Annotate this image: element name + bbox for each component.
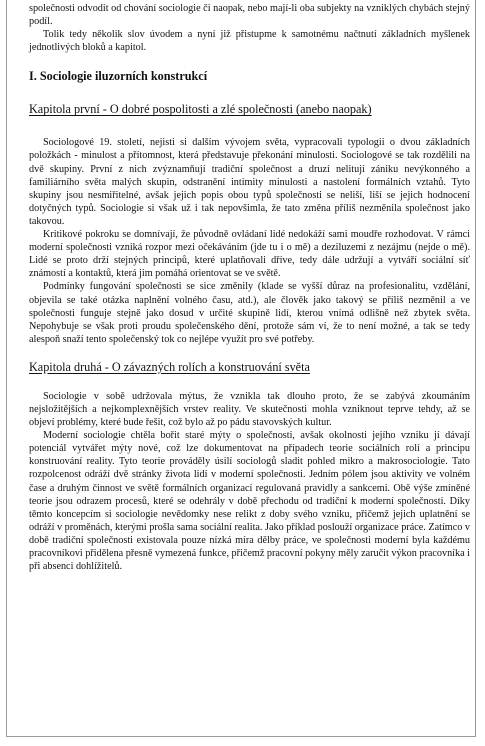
chapter-2-heading: Kapitola druhá - O závazných rolích a konstruování světa bbox=[29, 359, 310, 374]
chapter-1-paragraph-3: Podmínky fungování společnosti se sice změnily (klade se vyšší důraz na profesionalitu, vzdělání, objevila se také otázka naplnění volného času, atd.), ale člověk jako takový se příliš nezměnil a ve společnosti funguje stejně jako dosud v určité skupině lidí, kterou vnímá odlišně než zbytek světa. Nepohybuje se však proti proudu společenského dění, protože sám ví, že to není možné, a tak se tedy alespoň snaží tento společenský tok co nejlépe využít pro své potřeby. bbox=[29, 281, 470, 345]
chapter-1-heading: Kapitola první - O dobré pospolitosti a zlé společnosti (anebo naopak) bbox=[29, 102, 372, 117]
chapter-2-paragraph-2: Moderní sociologie chtěla bořit staré mýty o společnosti, avšak okolnosti jejího vzniku jí dávají potenciál vytvářet mýty nové, což lze dokumentovat na případech teorie sociálních rolí a principu konstruování reality. Tyto teorie prováděly úsilí sociologů sladit pohled mikro a makrosociologie. Tato rozpolcenost odráží dvě stránky života lidí v moderní společnosti. Jedním pólem jsou aktivity ve volném čase a druhým činnost ve světě formálních organizací regulovaná pravidly a sankcemi. Obě výše zmíněné teorie jsou odrazem procesů, které se odehrály v době přechodu od tradiční k moderní společnosti. Díky těmto koncepcím si sociologie nevědomky nese relikt z doby svého vzniku, přičemž jejich uplatnění se odráží v proměnách, kterými prošla sama sociální realita. Jako příklad poslouží organizace práce. Zatímco v době tradiční společnosti existovala pouze nízká míra dělby práce, ve společnosti moderní byla každému pracovníkovi přidělena přesně vymezená funkce, přičemž pracovní pokyny měly zaručit výkon pracovníka i při absenci dohlížitelů. bbox=[29, 430, 471, 573]
chapter-1-paragraph-2: Kritikové pokroku se domnívají, že původně ovládaní lidé nedokáží sami moudře rozhodovat. V rámci moderní společnosti vzniká rozpor mezi očekáváním (jde tu i o mě) a deziluzemi z nezájmu (nejde o mě). Lidé se proto drží stejných principů, které uplatňovali dříve, tedy dále udržují a vytváří sociální síť známostí a kontaktů, která jim pomáhá orientovat se ve světě. bbox=[29, 229, 470, 280]
intro-paragraph: Tolik tedy několik slov úvodem a nyní již přistupme k samotnému načtnutí základních myšlenek jednotlivých bloků a kapitol. bbox=[29, 29, 470, 54]
intro-paragraph-tail: společnosti odvodit od chování sociologie či naopak, nebo mají-li oba subjekty na vzniklých chybách stejný podíl. bbox=[29, 3, 470, 28]
chapter-1-paragraph-1: Sociologové 19. století, nejisti si dalším vývojem světa, vypracovali typologii o dvou základních položkách - minulost a přítomnost, která představuje překonání minulosti. Sociologové se tak rozdělili na dvě skupiny. První z nich zvýznamňují tradiční společnost a druzí nelitují zániku nevýkonného a familiárního světa malých skupin, odstranění intimity minulosti a nastolení formálních vztahů. Tyto skupiny jsou nesmiřitelné, avšak jejich popis obou typů společnosti se neliší, liší se jejich hodnocení dotyčných typů. Sociologie si však už i tak nepovšimla, že tato změna příliš nezměnila společnost jako takovou. bbox=[29, 137, 470, 227]
chapter-2-paragraph-1: Sociologie v sobě udržovala mýtus, že vznikla tak dlouho proto, že se zabývá zkoumáním nejsložitějších a nejkomplexnějších vrstev reality. Ve skutečnosti mohla vzniknout teprve tehdy, až se objeví problémy, které bude řešit, což bylo až po pádu stavovských kultur. bbox=[29, 390, 470, 429]
document-page bbox=[29, 2, 470, 573]
document-frame bbox=[6, 0, 476, 737]
section-heading: I. Sociologie iluzorních konstrukcí bbox=[29, 69, 208, 84]
